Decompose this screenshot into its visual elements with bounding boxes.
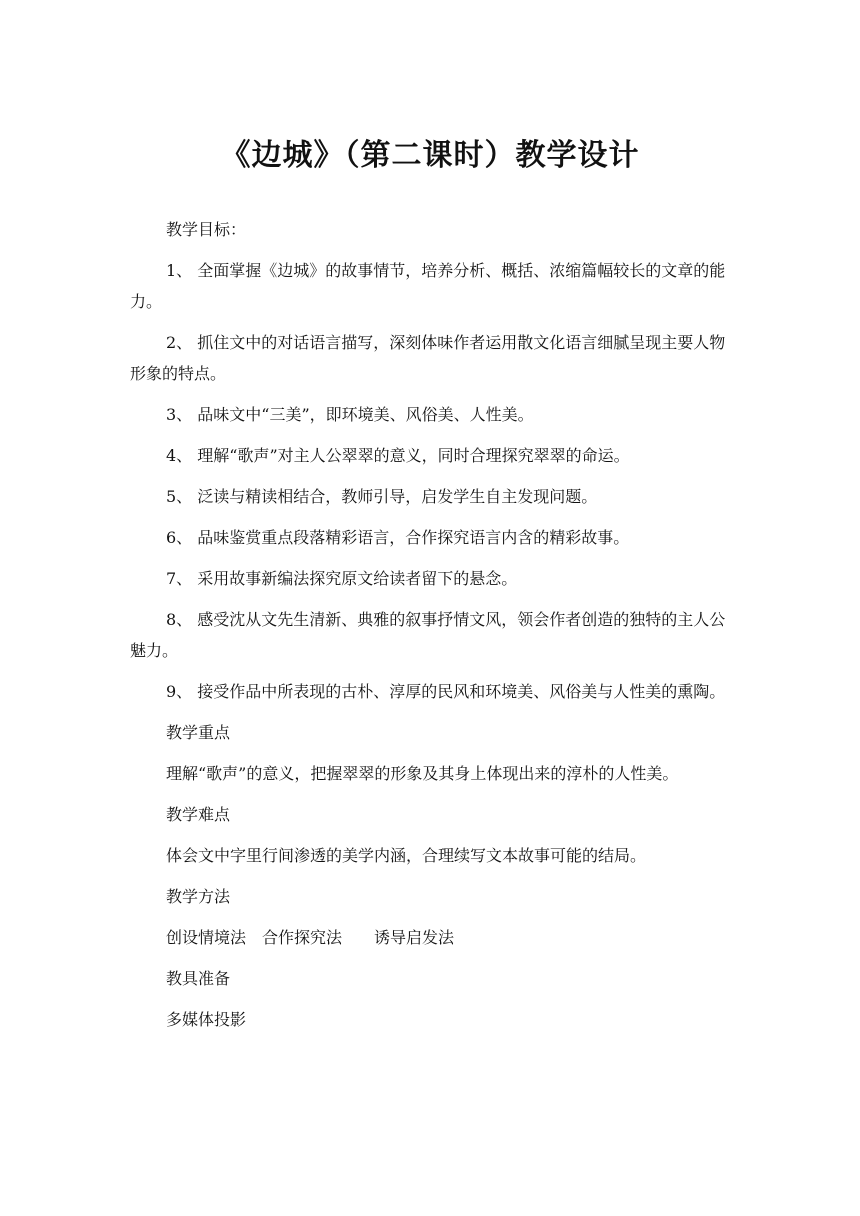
objective-item: 6、 品味鉴赏重点段落精彩语言，合作探究语言内含的精彩故事。 [166,528,630,547]
objective-item: 9、 接受作品中所表现的古朴、淳厚的民风和环境美、风俗美与人性美的熏陶。 [166,682,726,701]
key-points-heading: 教学重点 [166,723,231,742]
tools-text: 多媒体投影 [166,1010,247,1029]
difficult-points-text: 体会文中字里行间渗透的美学内涵，合理续写文本故事可能的结局。 [166,846,647,865]
objective-item: 3、 品味文中“三美”，即环境美、风俗美、人性美。 [166,405,534,424]
document-title: 《边城》（第二课时）教学设计 [220,138,640,173]
methods-heading: 教学方法 [166,887,231,906]
document-body [130,214,732,1045]
difficult-points-heading: 教学难点 [166,805,231,824]
key-points-text: 理解“歌声”的意义，把握翠翠的形象及其身上体现出来的淳朴的人性美。 [166,764,679,783]
tools-heading: 教具准备 [166,969,231,988]
objectives-heading: 教学目标： [166,220,247,239]
objective-item: 1、 全面掌握《边城》的故事情节，培养分析、概括、浓缩篇幅较长的文章的能力。 [130,261,726,311]
methods-text: 创设情境法 合作探究法 诱导启发法 [166,928,455,947]
objective-item: 5、 泛读与精读相结合，教师引导，启发学生自主发现问题。 [166,487,598,506]
objective-item: 4、 理解“歌声”对主人公翠翠的意义，同时合理探究翠翠的命运。 [166,446,630,465]
objective-item: 2、 抓住文中的对话语言描写，深刻体味作者运用散文化语言细腻呈现主要人物形象的特点。 [130,333,726,383]
objective-item: 8、 感受沈从文先生清新、典雅的叙事抒情文风，领会作者创造的独特的主人公魅力。 [130,610,726,660]
objective-item: 7、 采用故事新编法探究原文给读者留下的悬念。 [166,569,518,588]
